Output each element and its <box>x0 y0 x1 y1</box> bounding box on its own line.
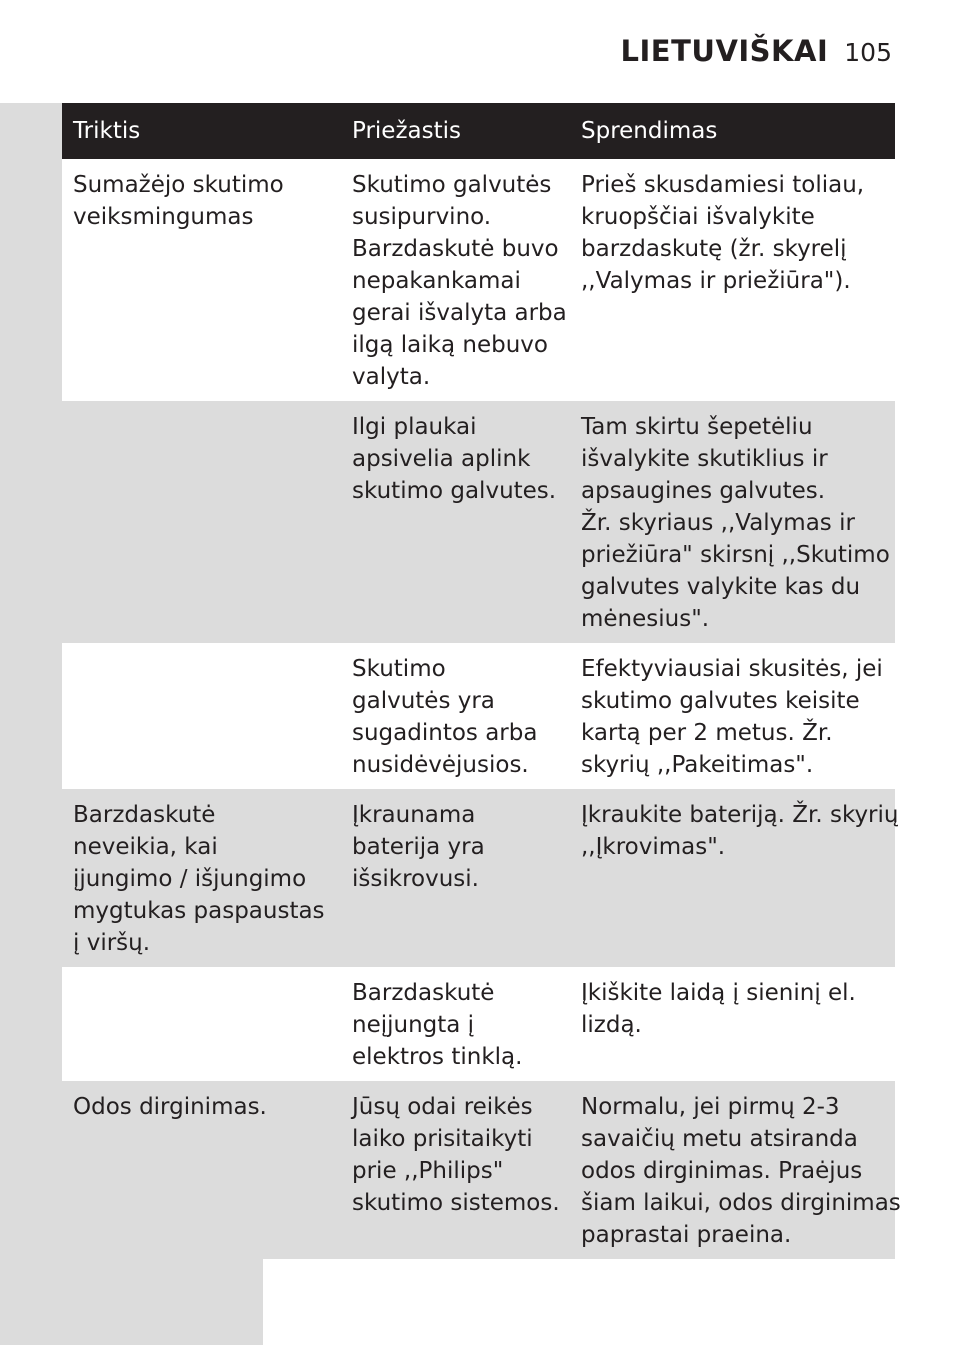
cell-line: skutimo galvutes keisite <box>581 688 860 714</box>
solution-cell <box>570 967 895 1081</box>
language-title: LIETUVIŠKAI <box>620 34 829 68</box>
cell-line: nepakankamai <box>352 268 521 294</box>
problem-cell <box>62 789 341 967</box>
cell-line: Įkiškite laidą į sieninį el. <box>581 980 856 1006</box>
cell-line: elektros tinklą. <box>352 1044 523 1070</box>
cell-line: kartą per 2 metus. Žr. <box>581 720 833 746</box>
cell-line: valyta. <box>352 364 431 390</box>
cause-cell <box>341 643 570 789</box>
cell-line: Barzdaskutė buvo <box>352 236 559 262</box>
column-header-solution: Sprendimas <box>570 103 895 159</box>
problem-cell <box>62 159 341 401</box>
problem-cell <box>62 1081 341 1259</box>
cell-line: Barzdaskutė <box>73 802 216 828</box>
cell-line: apsaugines galvutes. <box>581 478 826 504</box>
cell-line: lizdą. <box>581 1012 642 1038</box>
table-row <box>62 159 895 401</box>
table-row <box>62 967 895 1081</box>
cell-line: galvutės yra <box>352 688 495 714</box>
cell-line: Įkraunama <box>352 802 476 828</box>
cell-line: sugadintos arba <box>352 720 538 746</box>
cell-line: Tam skirtu šepetėliu <box>581 414 813 440</box>
cell-line: Prieš skusdamiesi toliau, <box>581 172 865 198</box>
table-row <box>62 643 895 789</box>
cell-line: neįjungta į <box>352 1012 475 1038</box>
cell-line: Efektyviausiai skusitės, jei <box>581 656 883 682</box>
cause-cell <box>341 159 570 401</box>
solution-cell <box>570 643 895 789</box>
page-header <box>621 34 892 74</box>
cell-line: paprastai praeina. <box>581 1222 792 1248</box>
cell-line: skutimo sistemos. <box>352 1190 560 1216</box>
solution-cell <box>570 401 895 643</box>
cell-line: skyrių ,,Pakeitimas". <box>581 752 814 778</box>
cell-line: skutimo galvutes. <box>352 478 557 504</box>
cell-line: Žr. skyriaus ,,Valymas ir <box>581 510 855 536</box>
cause-cell <box>341 1081 570 1259</box>
problem-cell <box>62 967 341 1081</box>
cell-line: mėnesius". <box>581 606 710 632</box>
column-header-problem: Triktis <box>62 103 341 159</box>
solution-cell <box>570 159 895 401</box>
column-header-cause: Priežastis <box>341 103 570 159</box>
cell-line: šiam laikui, odos dirginimas <box>581 1190 901 1216</box>
cause-cell <box>341 401 570 643</box>
cell-line: laiko prisitaikyti <box>352 1126 533 1152</box>
cell-line: barzdaskutę (žr. skyrelį <box>581 236 847 262</box>
cell-line: ,,Įkrovimas". <box>581 834 726 860</box>
cell-line: Ilgi plaukai <box>352 414 477 440</box>
cell-line: į viršų. <box>73 930 151 956</box>
cell-line: išvalykite skutiklius ir <box>581 446 828 472</box>
cell-line: įjungimo / išjungimo <box>73 866 307 892</box>
cell-line: neveikia, kai <box>73 834 218 860</box>
cell-line: gerai išvalyta arba <box>352 300 567 326</box>
cell-line: Normalu, jei pirmų 2-3 <box>581 1094 840 1120</box>
cause-cell <box>341 789 570 967</box>
cell-line: kruopščiai išvalykite <box>581 204 815 230</box>
table-row <box>62 1081 895 1259</box>
cell-line: išsikrovusi. <box>352 866 479 892</box>
table-row <box>62 401 895 643</box>
cell-line: nusidėvėjusios. <box>352 752 529 778</box>
table-row <box>62 789 895 967</box>
solution-cell <box>570 789 899 967</box>
cell-line: prie ,,Philips" <box>352 1158 504 1184</box>
cell-line: Odos dirginimas. <box>73 1094 267 1120</box>
cell-line: Įkraukite bateriją. Žr. skyrių <box>581 802 899 828</box>
page-number: 105 <box>844 38 892 67</box>
cell-line: savaičių metu atsiranda <box>581 1126 858 1152</box>
cell-line: Skutimo <box>352 656 446 682</box>
solution-cell <box>570 1081 901 1259</box>
cell-line: Jūsų odai reikės <box>352 1094 533 1120</box>
cell-line: galvutes valykite kas du <box>581 574 861 600</box>
cell-line: odos dirginimas. Praėjus <box>581 1158 863 1184</box>
cell-line: mygtukas paspaustas <box>73 898 325 924</box>
cell-line: baterija yra <box>352 834 485 860</box>
cell-line: Sumažėjo skutimo <box>73 172 284 198</box>
cell-line: veiksmingumas <box>73 204 254 230</box>
problem-cell <box>62 643 341 789</box>
table-header-row <box>62 103 895 159</box>
cell-line: Skutimo galvutės <box>352 172 552 198</box>
cell-line: ilgą laiką nebuvo <box>352 332 548 358</box>
cell-line: apsivelia aplink <box>352 446 531 472</box>
problem-cell <box>62 401 341 643</box>
cell-line: ,,Valymas ir priežiūra"). <box>581 268 851 294</box>
cell-line: priežiūra" skirsnį ,,Skutimo <box>581 542 890 568</box>
cell-line: susipurvino. <box>352 204 492 230</box>
cause-cell <box>341 967 570 1081</box>
cell-line: Barzdaskutė <box>352 980 495 1006</box>
troubleshooting-table <box>62 103 901 1259</box>
